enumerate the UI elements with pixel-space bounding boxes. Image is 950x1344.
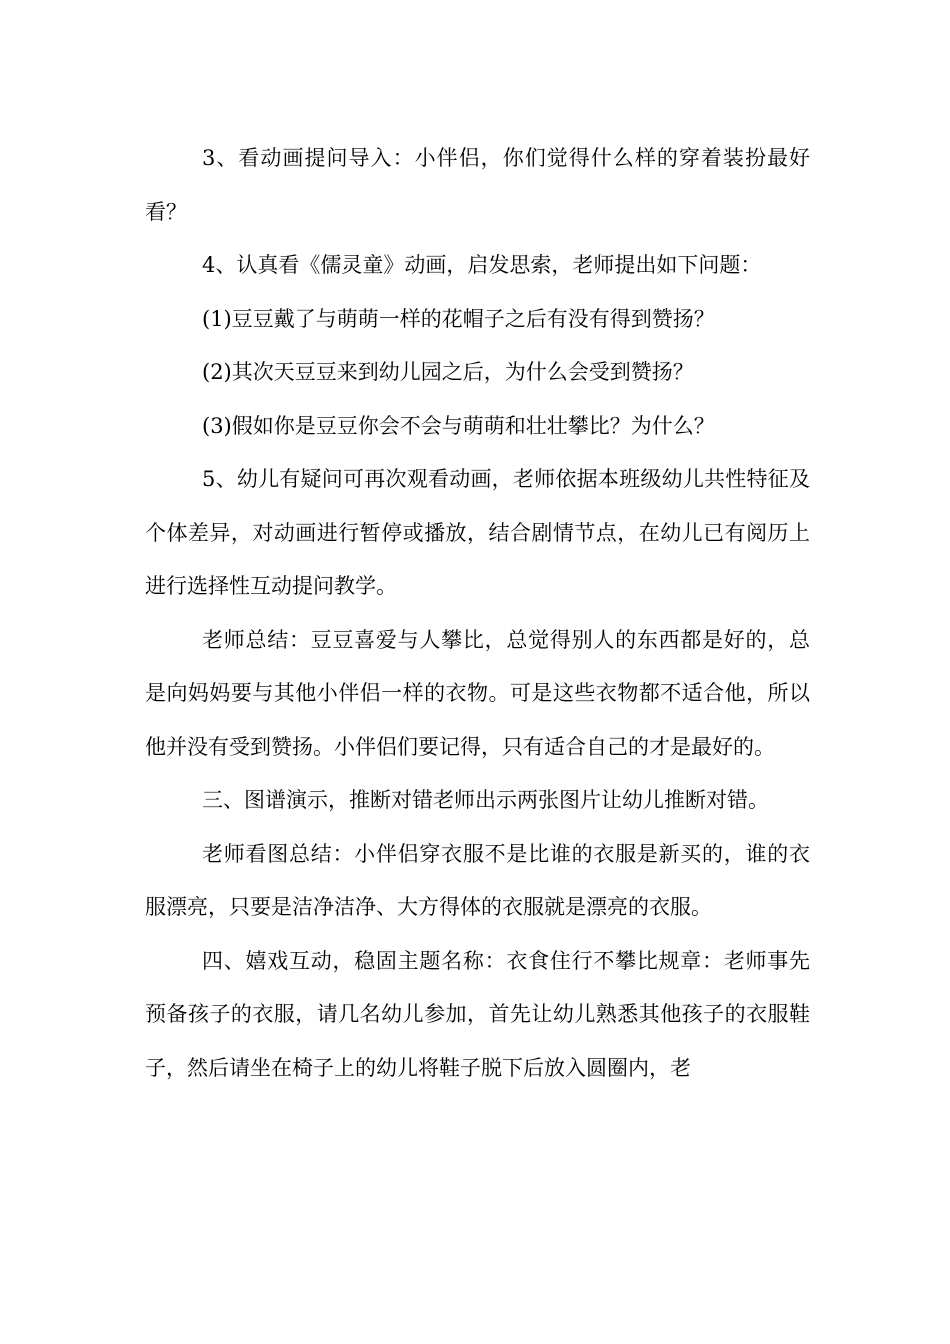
question-3: (3)假如你是豆豆你会不会与萌萌和壮壮攀比？为什么？ [202, 413, 715, 438]
paragraph-picture-summary: 老师看图总结：小伴侣穿衣服不是比谁的衣服是新买的，谁的衣服漂亮，只要是洁净洁净、大方得体的衣服就是漂亮的衣服。 [145, 841, 810, 919]
paragraph-section-4: 四、嬉戏互动，稳固主题名称：衣食住行不攀比规章：老师事先预备孩子的衣服，请几名幼儿参加，首先让幼儿熟悉其他孩子的衣服鞋子，然后请坐在椅子上的幼儿将鞋子脱下后放入圆圈内，老 [145, 948, 810, 1080]
paragraph-teacher-summary: 老师总结：豆豆喜爱与人攀比，总觉得别人的东西都是好的，总是向妈妈要与其他小伴侣一样的衣物。可是这些衣物都不适合他，所以他并没有受到赞扬。小伴侣们要记得，只有适合自己的才是最好的。 [145, 627, 810, 759]
paragraph-step-5: 5、幼儿有疑问可再次观看动画，老师依据本班级幼儿共性特征及个体差异，对动画进行暂停或播放，结合剧情节点，在幼儿已有阅历上进行选择性互动提问教学。 [145, 467, 810, 598]
paragraph-step-4: 4、认真看《儒灵童》动画，启发思索，老师提出如下问题： [202, 253, 762, 277]
paragraph-step-3: 3、看动画提问导入：小伴侣，你们觉得什么样的穿着装扮最好看？ [145, 146, 810, 224]
paragraph-section-3: 三、图谱演示，推断对错老师出示两张图片让幼儿推断对错。 [202, 788, 769, 812]
question-2: (2)其次天豆豆来到幼儿园之后，为什么会受到赞扬？ [202, 360, 694, 384]
question-1: (1)豆豆戴了与萌萌一样的花帽子之后有没有得到赞扬？ [202, 306, 715, 331]
document-body [145, 132, 810, 1095]
